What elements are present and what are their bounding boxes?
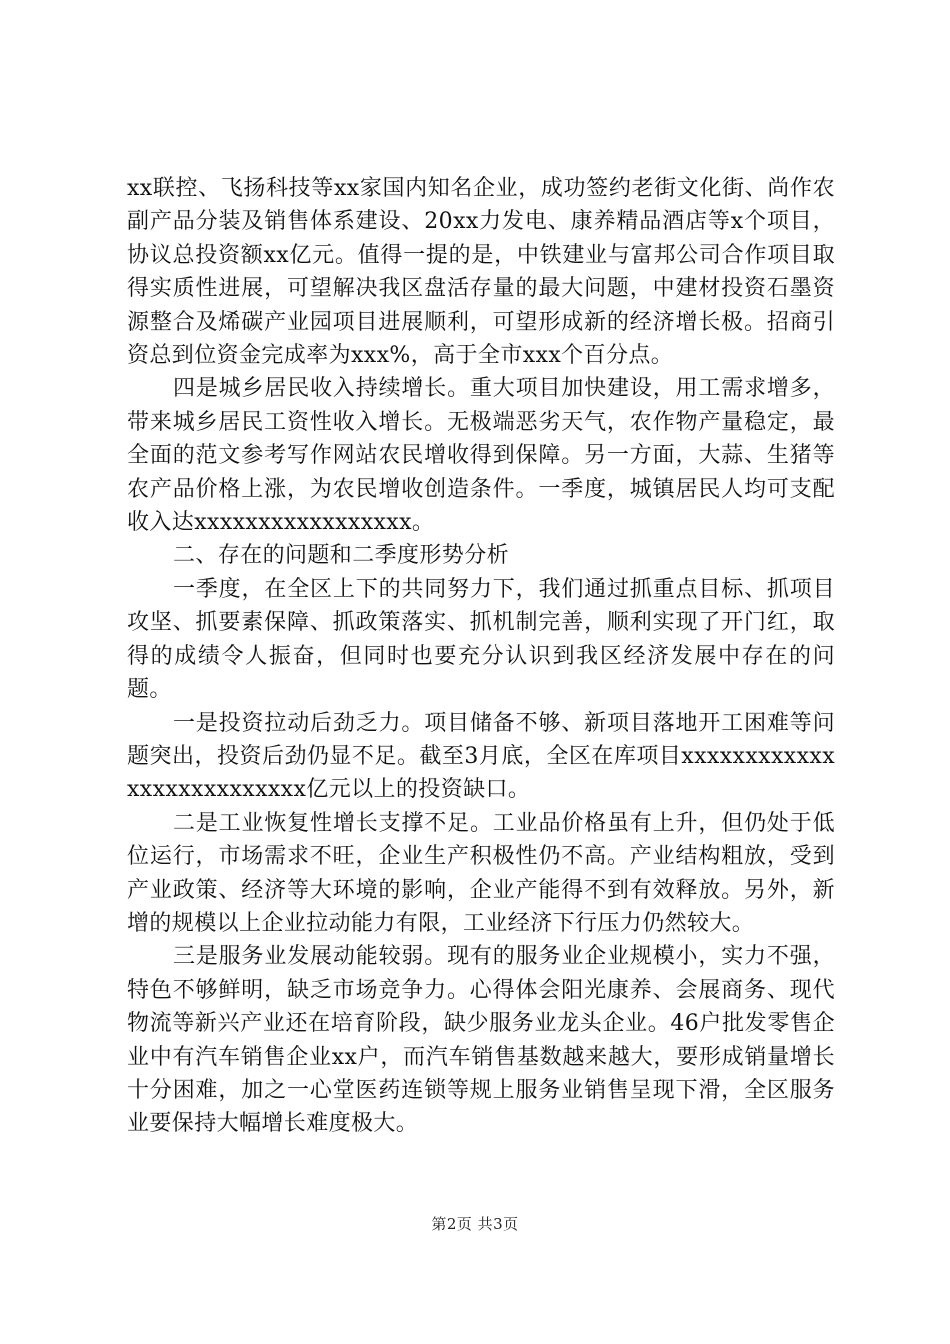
paragraph-investment: 一是投资拉动后劲乏力。项目储备不够、新项目落地开工困难等问题突出，投资后劲仍显不足。截至3月底，全区在库项目xxxxxxxxxxxxxxxxxxxxxxxxxx亿元以上的投资缺口。 — [127, 710, 835, 803]
paragraph-services: 三是服务业发展动能较弱。现有的服务业企业规模小，实力不强，特色不够鲜明，缺乏市场竞争力。心得体会阳光康养、会展商务、现代物流等新兴产业还在培育阶段，缺少服务业龙头企业。46户批发零售企业中有汽车销售企业xx户，而汽车销售基数越来越大，要形成销量增长十分困难，加之一心堂医药连锁等规上服务业销售呈现下滑，全区服务业要保持大幅增长难度极大。 — [127, 944, 835, 1137]
page-number-footer: 第2页 共3页 — [431, 1215, 519, 1233]
section-heading: 二、存在的问题和二季度形势分析 — [173, 543, 510, 569]
document-body — [127, 172, 835, 1141]
paragraph-industry: 二是工业恢复性增长支撑不足。工业品价格虽有上升，但仍处于低位运行，市场需求不旺，企业生产积极性仍不高。产业结构粗放，受到产业政策、经济等大环境的影响，企业产能得不到有效释放。另外，新增的规模以上企业拉动能力有限，工业经济下行压力仍然较大。 — [127, 810, 835, 936]
paragraph-overview: 一季度，在全区上下的共同努力下，我们通过抓重点目标、抓项目攻坚、抓要素保障、抓政策落实、抓机制完善，顺利实现了开门红，取得的成绩令人振奋，但同时也要充分认识到我区经济发展中存在的问题。 — [127, 576, 835, 703]
paragraph-continuation: xx联控、飞扬科技等xx家国内知名企业，成功签约老街文化街、尚作农副产品分装及销售体系建设、20xx力发电、康养精品酒店等x个项目，协议总投资额xx亿元。值得一提的是，中铁建业与富邦公司合作项目取得实质性进展，可望解决我区盘活存量的最大问题，中建材投资石墨资源整合及烯碳产业园项目进展顺利，可望形成新的经济增长极。招商引资总到位资金完成率为xxx%，高于全市xxx个百分点。 — [127, 176, 835, 369]
paragraph-income-growth: 四是城乡居民收入持续增长。重大项目加快建设，用工需求增多，带来城乡居民工资性收入增长。无极端恶劣天气，农作物产量稳定，最全面的范文参考写作网站农民增收得到保障。另一方面，大蒜、生猪等农产品价格上涨，为农民增收创造条件。一季度，城镇居民人均可支配收入达xxxxxxxxxxxxxxxxx。 — [127, 376, 835, 536]
